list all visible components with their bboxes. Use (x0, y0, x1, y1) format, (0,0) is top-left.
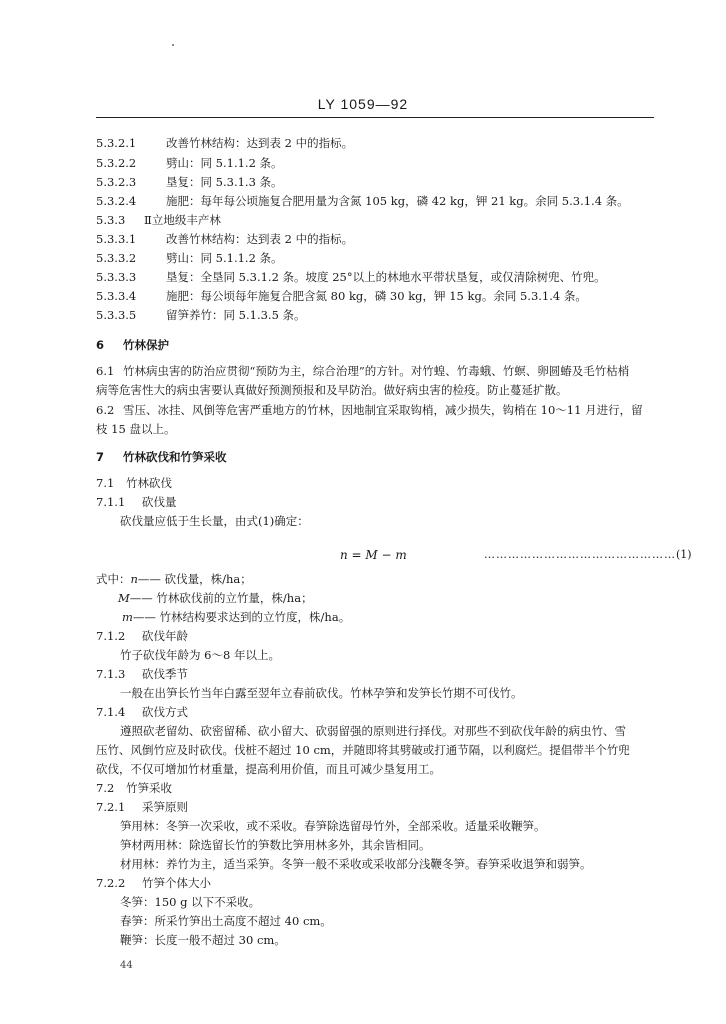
subsection-title: 竹林砍伐 (126, 476, 172, 490)
clause-text: 施肥：每公顷每年施复合肥含氮 80 kg，磷 30 kg，钾 15 kg。余同 5.3.1.4 条。 (166, 289, 587, 303)
clause-line (96, 155, 656, 171)
paragraph-line: 竹子砍伐年龄为 6～8 年以上。 (120, 648, 280, 662)
clause-number: 6.2 (96, 403, 115, 417)
variable-description: —— 砍伐量，株/ha； (137, 572, 252, 586)
section-title: 竹林保护 (123, 338, 169, 352)
clause-line (96, 212, 656, 228)
clause-number: 5.3.3 (96, 213, 126, 227)
clause-line (96, 193, 656, 209)
paragraph-line: 笋用林：冬笋一次采收，或不采收。春笋除选留母竹外，全部采收。适量采收鞭笋。 (120, 819, 546, 833)
paragraph-line: 笋材两用林：除选留长竹的笋数比笋用林多外，其余皆相同。 (120, 838, 431, 852)
paragraph-line: 遵照砍老留幼、砍密留稀、砍小留大、砍弱留强的原则进行择伐。对那些不到砍伐年龄的病虫竹、雪 (120, 724, 626, 738)
clause-text: 劈山：同 5.1.1.2 条。 (166, 251, 283, 265)
clause-number: 5.3.2.3 (96, 175, 137, 189)
clause-text: 改善竹林结构：达到表 2 中的指标。 (166, 136, 354, 150)
subsection-heading (96, 799, 656, 815)
subsection-heading (96, 875, 656, 891)
header-rule (96, 117, 654, 118)
subsection-heading (96, 780, 656, 796)
subsection-title: 砍伐方式 (142, 705, 188, 719)
clause-number: 5.3.2.2 (96, 156, 137, 170)
subsection-heading (96, 494, 656, 510)
formula-leader (484, 548, 692, 561)
clause-text: Ⅱ立地级丰产林 (144, 213, 221, 227)
section-number: 7 (96, 450, 105, 464)
standard-code-header: LY 1059—92 (317, 96, 409, 112)
clause-number: 7.1 (96, 476, 115, 490)
formula-number: (1) (676, 548, 692, 561)
paragraph-line: 鞭笋：长度一般不超过 30 cm。 (120, 933, 286, 947)
paragraph-line: 材用林：养竹为主，适当采笋。冬笋一般不采收或采收部分浅鞭冬笋。春笋采收退笋和弱笋。 (120, 857, 592, 871)
clause-line (96, 231, 656, 247)
variable-description: —— 竹林结构要求达到的立竹度，株/ha。 (132, 610, 351, 624)
clause-line (96, 269, 656, 285)
clause-text: 垦复：同 5.3.1.3 条。 (166, 175, 283, 189)
clause-text: 留笋养竹：同 5.1.3.5 条。 (166, 308, 306, 322)
clause-number: 5.3.3.3 (96, 270, 137, 284)
paragraph-line: 压竹、风倒竹应及时砍伐。伐桩不超过 10 cm，并随即将其劈破或打通节隔，以利腐烂。提倡带半个竹兜 (96, 743, 630, 757)
clause-number: 5.3.3.4 (96, 289, 137, 303)
subsection-heading (96, 628, 656, 644)
section-heading (96, 449, 656, 465)
clause-number: 5.3.2.4 (96, 194, 137, 208)
variable-symbol: n (130, 572, 138, 586)
paragraph-line: 冬笋：150 g 以下不采收。 (120, 895, 261, 909)
paragraph-line: 春笋：所采竹笋出土高度不超过 40 cm。 (120, 914, 332, 928)
clause-text: 改善竹林结构：达到表 2 中的指标。 (166, 232, 354, 246)
paragraph-line: 病等危害性大的病虫害要认真做好预测预报和及早防治。做好病虫害的检疫。防止蔓延扩散。 (96, 383, 568, 397)
subsection-heading (96, 704, 656, 720)
clause-line (96, 250, 656, 266)
paragraph-text: 雪压、冰挂、风倒等危害严重地方的竹林，因地制宜采取钩梢，减少损失，钩梢在 10～11 月进行，留 (123, 403, 643, 417)
section-title: 竹林砍伐和竹笋采收 (123, 450, 227, 464)
subsection-title: 竹笋个体大小 (142, 876, 211, 890)
clause-number: 5.3.2.1 (96, 136, 137, 150)
subsection-title: 砍伐季节 (142, 667, 188, 681)
where-line (118, 590, 678, 606)
variable-description: —— 竹林砍伐前的立竹量，株/ha； (129, 591, 313, 605)
paragraph-line: 砍伐，不仅可增加竹材重量，提高利用价值，而且可减少垦复用工。 (96, 762, 441, 776)
section-heading (96, 337, 656, 353)
paragraph-line (96, 402, 656, 418)
subsection-heading (96, 475, 656, 491)
paragraph-text: 竹林病虫害的防治应贯彻“预防为主，综合治理”的方针。对竹蝗、竹毒蛾、竹螟、卵圆蝽及毛竹枯梢 (123, 364, 630, 378)
clause-number: 7.1.4 (96, 705, 126, 719)
clause-text: 垦复：全垦同 5.3.1.2 条。坡度 25°以上的林地水平带状垦复，或仅清除树兜、竹兜。 (166, 270, 606, 284)
formula: n = M − m (340, 548, 407, 562)
page-number: 44 (120, 960, 133, 971)
where-prefix: 式中： (96, 572, 131, 586)
clause-line (96, 307, 656, 323)
variable-symbol: M (118, 591, 130, 605)
clause-number: 7.1.3 (96, 667, 126, 681)
subsection-title: 采笋原则 (142, 800, 188, 814)
scan-speck (172, 44, 174, 46)
variable-symbol: m (122, 610, 133, 624)
clause-number: 6.1 (96, 364, 115, 378)
clause-text: 施肥：每年每公顷施复合肥用量为含氮 105 kg，磷 42 kg，钾 21 kg。余同 5.3.1.4 条。 (166, 194, 629, 208)
section-number: 6 (96, 338, 105, 352)
paragraph-line: 砍伐量应低于生长量，由式(1)确定： (120, 514, 309, 528)
clause-number: 7.2 (96, 781, 115, 795)
subsection-title: 砍伐量 (142, 495, 177, 509)
clause-number: 5.3.3.1 (96, 232, 137, 246)
subsection-title: 砍伐年龄 (142, 629, 188, 643)
clause-number: 7.2.2 (96, 876, 126, 890)
leader-dots: ………………………………………… (484, 548, 676, 561)
clause-number: 5.3.3.5 (96, 308, 137, 322)
clause-number: 5.3.3.2 (96, 251, 137, 265)
subsection-title: 竹笋采收 (126, 781, 172, 795)
paragraph-line: 一般在出笋长竹当年白露至翌年立春前砍伐。竹林孕笋和发笋长竹期不可伐竹。 (120, 686, 523, 700)
clause-number: 7.2.1 (96, 800, 126, 814)
clause-line (96, 288, 656, 304)
clause-number: 7.1.2 (96, 629, 126, 643)
paragraph-line (96, 363, 656, 379)
clause-line (96, 174, 656, 190)
where-line (96, 571, 656, 587)
paragraph-line: 枝 15 盘以上。 (96, 422, 176, 436)
subsection-heading (96, 666, 656, 682)
where-line (122, 609, 682, 625)
clause-line (96, 135, 656, 151)
clause-number: 7.1.1 (96, 495, 126, 509)
clause-text: 劈山：同 5.1.1.2 条。 (166, 156, 283, 170)
